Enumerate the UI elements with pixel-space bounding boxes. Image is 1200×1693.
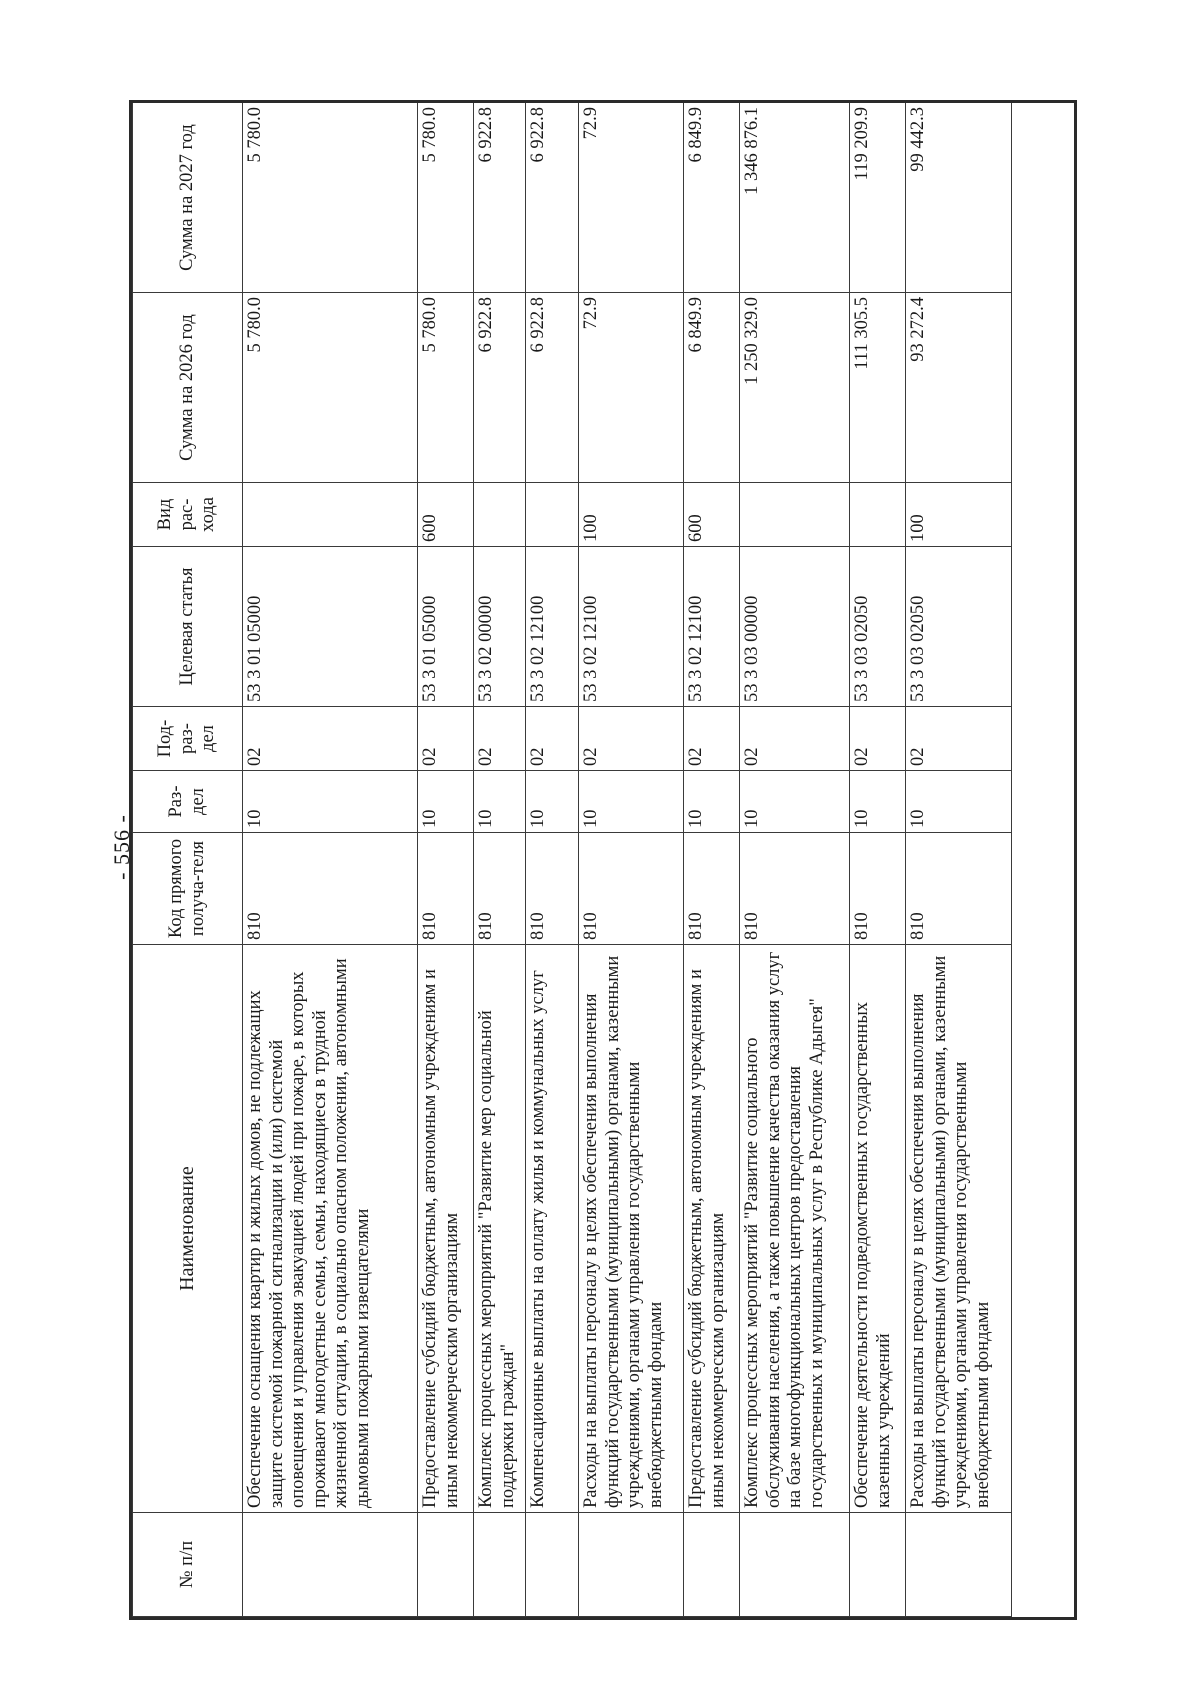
table-row (474, 103, 526, 1617)
table-row (579, 103, 684, 1617)
header-row (133, 103, 243, 1617)
cell-sum-2027: 6 922.8 (474, 103, 526, 293)
header-sum-2026: Сумма на 2026 год (133, 293, 243, 483)
cell-sum-2027: 72.9 (579, 103, 684, 293)
cell-section: 10 (526, 771, 579, 833)
header-section: Раз-дел (133, 771, 243, 833)
table-row (850, 103, 906, 1617)
cell-subsection: 02 (740, 707, 850, 771)
header-subsection: Под-раз-дел (133, 707, 243, 771)
cell-subsection: 02 (579, 707, 684, 771)
cell-subsection: 02 (684, 707, 740, 771)
table-row (906, 103, 1012, 1617)
cell-section: 10 (243, 771, 418, 833)
cell-name: Комплекс процессных мероприятий "Развитие социального обслуживания населения, а также повышение качества оказания услуг на базе многофункциональных центров предоставления государственных и муниципальных услуг в Республике Адыгея" (740, 945, 850, 1513)
cell-sum-2026: 72.9 (579, 293, 684, 483)
cell-subsection: 02 (526, 707, 579, 771)
cell-target: 53 3 02 12100 (579, 547, 684, 707)
cell-sum-2026: 5 780.0 (418, 293, 474, 483)
header-name: Наименование (133, 945, 243, 1513)
cell-sum-2027: 5 780.0 (243, 103, 418, 293)
cell-num (526, 1513, 579, 1617)
table-row (243, 103, 418, 1617)
cell-num (418, 1513, 474, 1617)
cell-expense (474, 483, 526, 547)
table-row (526, 103, 579, 1617)
cell-recipient: 810 (579, 833, 684, 945)
cell-num (474, 1513, 526, 1617)
cell-recipient: 810 (850, 833, 906, 945)
cell-recipient: 810 (418, 833, 474, 945)
cell-target: 53 3 02 00000 (474, 547, 526, 707)
table-row (740, 103, 850, 1617)
table-row (418, 103, 474, 1617)
cell-target: 53 3 01 05000 (243, 547, 418, 707)
cell-name: Расходы на выплаты персоналу в целях обеспечения выполнения функций государственными (муниципальными) органами, казенными учреждениями, органами управления государственными внебюджетными фондами (579, 945, 684, 1513)
cell-recipient: 810 (684, 833, 740, 945)
cell-expense: 100 (579, 483, 684, 547)
header-sum-2027: Сумма на 2027 год (133, 103, 243, 293)
table-row (684, 103, 740, 1617)
cell-section: 10 (850, 771, 906, 833)
cell-num (740, 1513, 850, 1617)
cell-target: 53 3 02 12100 (526, 547, 579, 707)
cell-num (243, 1513, 418, 1617)
cell-sum-2026: 6 922.8 (474, 293, 526, 483)
cell-sum-2026: 6 849.9 (684, 293, 740, 483)
cell-recipient: 810 (474, 833, 526, 945)
cell-sum-2026: 5 780.0 (243, 293, 418, 483)
cell-sum-2027: 6 849.9 (684, 103, 740, 293)
budget-table (132, 102, 1012, 1617)
cell-subsection: 02 (906, 707, 1012, 771)
cell-num (850, 1513, 906, 1617)
cell-target: 53 3 03 02050 (906, 547, 1012, 707)
cell-num (684, 1513, 740, 1617)
cell-target: 53 3 02 12100 (684, 547, 740, 707)
cell-sum-2027: 119 209.9 (850, 103, 906, 293)
cell-section: 10 (906, 771, 1012, 833)
cell-recipient: 810 (526, 833, 579, 945)
header-target: Целевая статья (133, 547, 243, 707)
cell-sum-2027: 5 780.0 (418, 103, 474, 293)
cell-subsection: 02 (418, 707, 474, 771)
cell-subsection: 02 (850, 707, 906, 771)
cell-name: Расходы на выплаты персоналу в целях обеспечения выполнения функций государственными (муниципальными) органами, казенными учреждениями, органами управления государственными внебюджетными фондами (906, 945, 1012, 1513)
cell-subsection: 02 (243, 707, 418, 771)
cell-target: 53 3 01 05000 (418, 547, 474, 707)
header-num: № п/п (133, 1513, 243, 1617)
cell-expense (243, 483, 418, 547)
cell-sum-2027: 6 922.8 (526, 103, 579, 293)
header-expense: Вид рас-хода (133, 483, 243, 547)
cell-recipient: 810 (243, 833, 418, 945)
rotated-table-container (132, 103, 1074, 1617)
cell-num (906, 1513, 1012, 1617)
cell-sum-2027: 1 346 876.1 (740, 103, 850, 293)
cell-sum-2026: 1 250 329.0 (740, 293, 850, 483)
cell-target: 53 3 03 00000 (740, 547, 850, 707)
cell-name: Предоставление субсидий бюджетным, автономным учреждениям и иным некоммерческим организациям (418, 945, 474, 1513)
cell-name: Предоставление субсидий бюджетным, автономным учреждениям и иным некоммерческим организациям (684, 945, 740, 1513)
cell-expense: 600 (684, 483, 740, 547)
cell-target: 53 3 03 02050 (850, 547, 906, 707)
cell-expense (526, 483, 579, 547)
cell-recipient: 810 (740, 833, 850, 945)
cell-section: 10 (474, 771, 526, 833)
cell-name: Обеспечение оснащения квартир и жилых домов, не подлежащих защите системой пожарной сигнализации и (или) системой оповещения и управления эвакуацией людей при пожаре, в которых проживают многодетные семьи, семьи, находящиеся в трудной жизненной ситуации, в социально опасном положении, автономными дымовыми пожарными извещателями (243, 945, 418, 1513)
cell-expense: 600 (418, 483, 474, 547)
cell-section: 10 (418, 771, 474, 833)
cell-expense: 100 (906, 483, 1012, 547)
page-number: - 556 - (109, 814, 134, 880)
cell-sum-2026: 111 305.5 (850, 293, 906, 483)
cell-num (579, 1513, 684, 1617)
cell-sum-2027: 99 442.3 (906, 103, 1012, 293)
cell-expense (850, 483, 906, 547)
cell-recipient: 810 (906, 833, 1012, 945)
header-recipient: Код прямого получа-теля (133, 833, 243, 945)
cell-name: Комплекс процессных мероприятий "Развитие мер социальной поддержки граждан" (474, 945, 526, 1513)
cell-section: 10 (684, 771, 740, 833)
cell-section: 10 (740, 771, 850, 833)
cell-expense (740, 483, 850, 547)
cell-section: 10 (579, 771, 684, 833)
cell-sum-2026: 93 272.4 (906, 293, 1012, 483)
cell-name: Компенсационные выплаты на оплату жилья и коммунальных услуг (526, 945, 579, 1513)
cell-name: Обеспечение деятельности подведомственных государственных казенных учреждений (850, 945, 906, 1513)
budget-table-frame (129, 100, 1077, 1620)
cell-subsection: 02 (474, 707, 526, 771)
cell-sum-2026: 6 922.8 (526, 293, 579, 483)
